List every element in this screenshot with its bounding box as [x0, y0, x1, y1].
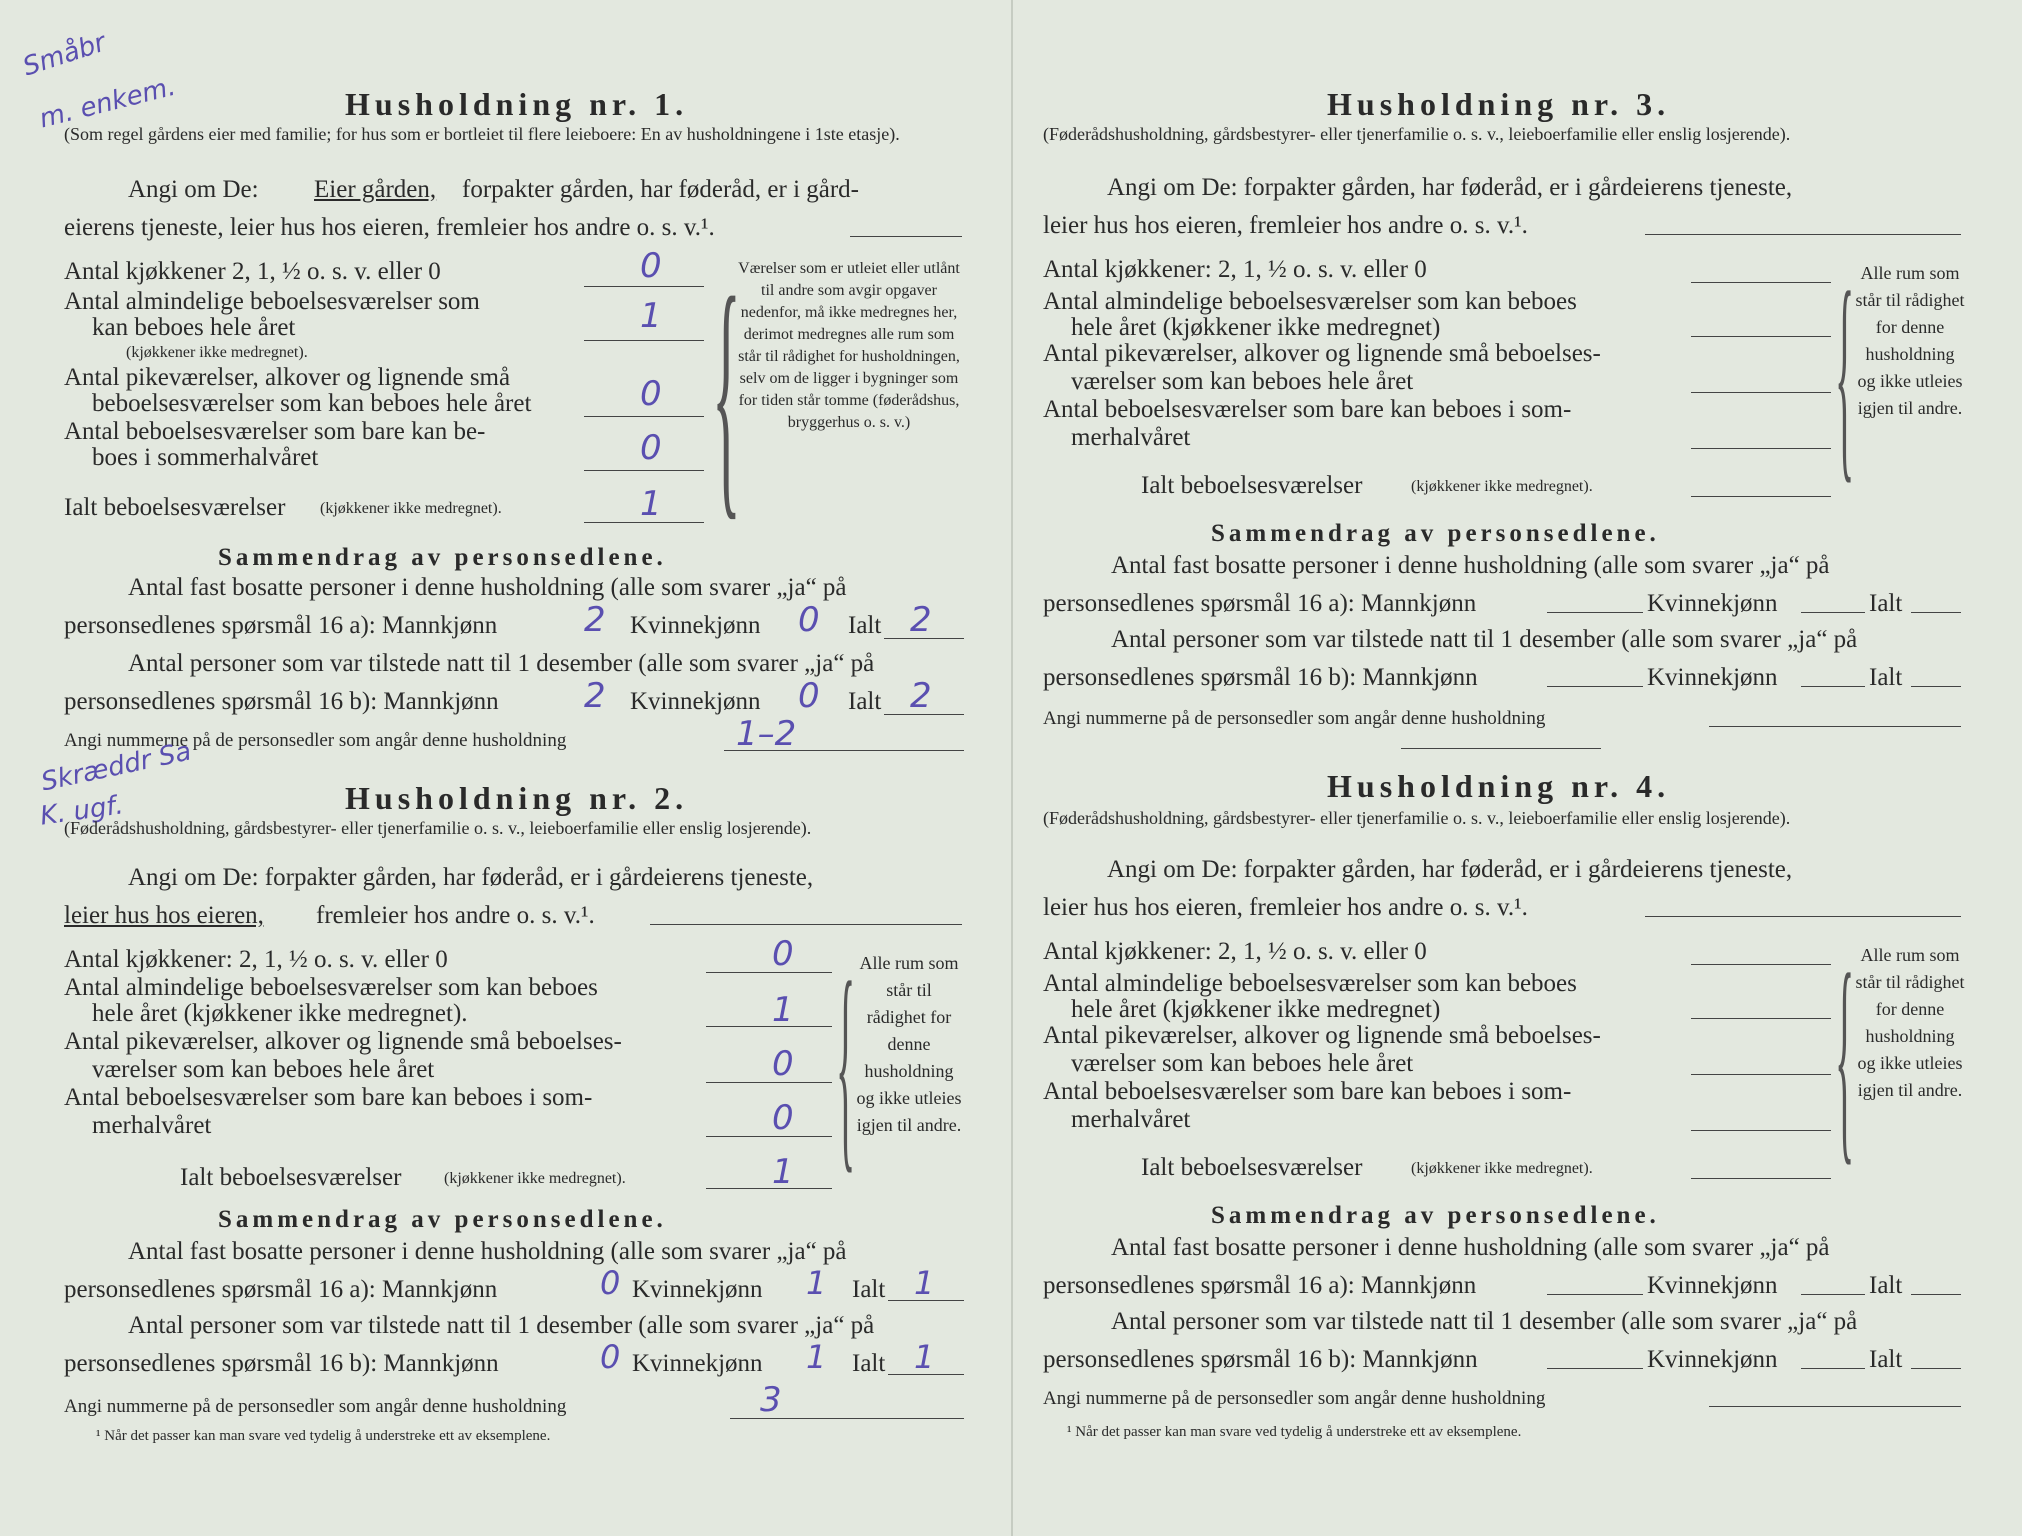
hh4-ialt-note: (kjøkkener ikke medregnet).: [1411, 1160, 1593, 1177]
hh2-nummer-value: 3: [760, 1380, 782, 1420]
hh4-kjokken-label: Antal kjøkkener: 2, 1, ½ o. s. v. eller 0: [1043, 938, 1427, 965]
answer-line: [706, 1026, 832, 1027]
hh2-16a-line2: personsedlenes spørsmål 16 a): Mannkjønn: [64, 1276, 498, 1303]
answer-line: [706, 972, 832, 973]
answer-line: [584, 522, 704, 523]
answer-line: [730, 1418, 964, 1419]
answer-line: [1691, 282, 1831, 283]
divider: [1401, 748, 1601, 749]
hh4-alm-label1: Antal almindelige beboelsesværelser som kan beboes: [1043, 970, 1577, 997]
label-kvinnekjonn: Kvinnekjønn: [632, 1276, 763, 1303]
hh4-angi-a: Angi om De: forpakter gården, har føderåd, er i gårdeierens tjeneste,: [1107, 856, 1793, 883]
answer-line: [888, 1374, 964, 1375]
hh3-angi-a: Angi om De: forpakter gården, har føderåd, er i gårdeierens tjeneste,: [1107, 174, 1793, 201]
label-kvinnekjonn: Kvinnekjønn: [630, 688, 761, 715]
answer-line: [884, 714, 964, 715]
label-ialt: Ialt: [1869, 1346, 1903, 1373]
hh2-16a-kvinne: 1: [806, 1264, 827, 1302]
hh1-note: (Som regel gårdens eier med familie; for hus som er bortleiet til flere leieboere: En av husholdningene i 1ste etasje).: [64, 124, 900, 144]
hh1-16a-line2: personsedlenes spørsmål 16 a): Mannkjønn: [64, 612, 498, 639]
brace-icon: {: [836, 932, 856, 1194]
hh2-angi-b: leier hus hos eieren,: [64, 902, 264, 929]
hh4-angi-b: leier hus hos eieren, fremleier hos andre o. s. v.¹.: [1043, 894, 1528, 921]
hh2-pike-value: 0: [772, 1044, 794, 1084]
label-ialt: Ialt: [848, 612, 882, 639]
answer-line: [1691, 1074, 1831, 1075]
hh3-pike-label1: Antal pikeværelser, alkover og lignende små beboelses-: [1043, 340, 1601, 367]
hh1-nummer-label: Angi nummerne på de personsedler som angår denne husholdning: [64, 730, 567, 751]
answer-line: [1709, 1406, 1961, 1407]
hh1-pike-label1: Antal pikeværelser, alkover og lignende små: [64, 364, 511, 391]
hh3-pike-label2: værelser som kan beboes hele året: [1071, 368, 1414, 395]
answer-line: [884, 638, 964, 639]
hh2-summary-title: Sammendrag av personsedlene.: [218, 1206, 667, 1233]
answer-line: [706, 1082, 832, 1083]
hh4-pike-label1: Antal pikeværelser, alkover og lignende små beboelses-: [1043, 1022, 1601, 1049]
answer-line: [724, 750, 964, 751]
hh1-pike-value: 0: [640, 374, 662, 414]
hh3-ialt-note: (kjøkkener ikke medregnet).: [1411, 478, 1593, 495]
answer-line: [1691, 1130, 1831, 1131]
hh1-summary-title: Sammendrag av personsedlene.: [218, 544, 667, 571]
answer-line: [1911, 1368, 1961, 1369]
hh1-16b-kvinne: 0: [798, 676, 820, 716]
hh4-16a-line2: personsedlenes spørsmål 16 a): Mannkjønn: [1043, 1272, 1477, 1299]
hh4-sommer-label2: merhalvåret: [1071, 1106, 1191, 1133]
answer-line: [1911, 612, 1961, 613]
hh3-angi-b: leier hus hos eieren, fremleier hos andre o. s. v.¹.: [1043, 212, 1528, 239]
hh2-angi-a: Angi om De: forpakter gården, har føderåd, er i gårdeierens tjeneste,: [128, 864, 814, 891]
hh2-side-note: Alle rum som står til rådighet for denne husholdning og ikke utleies igjen til andre.: [856, 953, 962, 1135]
brace-icon: {: [712, 244, 741, 542]
answer-line: [1645, 234, 1961, 235]
hh4-sommer-label1: Antal beboelsesværelser som bare kan beboes i som-: [1043, 1078, 1572, 1105]
brace-icon: {: [1835, 924, 1855, 1186]
hh1-ialt-note: (kjøkkener ikke medregnet).: [320, 500, 502, 517]
brace-icon: {: [1835, 242, 1855, 504]
hh2-16b-kvinne: 1: [806, 1338, 827, 1376]
hh1-angi-b: forpakter gården, har føderåd, er i gård-: [462, 176, 860, 203]
answer-line: [1547, 612, 1643, 613]
hh4-nummer-label: Angi nummerne på de personsedler som angår denne husholdning: [1043, 1388, 1546, 1409]
answer-line: [1547, 686, 1643, 687]
hh4-16b-line1: Antal personer som var tilstede natt til 1 desember (alle som svarer „ja“ på: [1111, 1308, 1858, 1335]
answer-line: [1709, 726, 1961, 727]
hh3-ialt-label: Ialt beboelsesværelser: [1141, 472, 1363, 499]
hh1-title: Husholdning nr. 1.: [345, 86, 689, 122]
hh1-nummer-value: 1–2: [736, 714, 797, 754]
hh2-16a-mann: 0: [600, 1264, 621, 1302]
hh2-kjokken-label: Antal kjøkkener: 2, 1, ½ o. s. v. eller 0: [64, 946, 448, 973]
hh2-16a-ialt: 1: [914, 1264, 935, 1302]
answer-line: [1691, 448, 1831, 449]
answer-line: [584, 470, 704, 471]
answer-line: [1911, 686, 1961, 687]
hh1-ialt-value: 1: [640, 484, 662, 524]
answer-line: [584, 286, 704, 287]
label-ialt: Ialt: [852, 1350, 886, 1377]
hh2-16a-line1: Antal fast bosatte personer i denne husholdning (alle som svarer „ja“ på: [128, 1238, 847, 1265]
hh1-16b-ialt: 2: [910, 676, 932, 716]
hh3-side-note: Alle rum som står til rådighet for denne husholdning og ikke utleies igjen til andre.: [1855, 263, 1965, 418]
hh2-sommer-label1: Antal beboelsesværelser som bare kan beboes i som-: [64, 1084, 593, 1111]
hh1-pike-label2: beboelsesværelser som kan beboes hele året: [92, 390, 532, 417]
answer-line: [1691, 392, 1831, 393]
hh1-alm-label1: Antal almindelige beboelsesværelser som: [64, 288, 480, 315]
hh2-kjokken-value: 0: [772, 934, 794, 974]
hh4-summary-title: Sammendrag av personsedlene.: [1211, 1202, 1660, 1229]
hh1-sommer-label2: boes i sommerhalvåret: [92, 444, 319, 471]
hh2-16b-line2: personsedlenes spørsmål 16 b): Mannkjønn: [64, 1350, 499, 1377]
hh2-note: (Føderådshusholdning, gårdsbestyrer- eller tjenerfamilie o. s. v., leieboerfamilie eller enslig losjerende).: [64, 818, 812, 838]
answer-line: [1691, 336, 1831, 337]
answer-line: [650, 924, 962, 925]
answer-line: [1691, 1018, 1831, 1019]
hh2-nummer-label: Angi nummerne på de personsedler som angår denne husholdning: [64, 1396, 567, 1417]
answer-line: [1691, 496, 1831, 497]
hh1-angi-owner: Eier gården,: [314, 176, 437, 203]
hh2-pike-label2: værelser som kan beboes hele året: [92, 1056, 435, 1083]
hh1-16a-mann: 2: [584, 600, 606, 640]
hh4-16b-line2: personsedlenes spørsmål 16 b): Mannkjønn: [1043, 1346, 1478, 1373]
answer-line: [1645, 916, 1961, 917]
label-kvinnekjonn: Kvinnekjønn: [630, 612, 761, 639]
hh3-note: (Føderådshusholdning, gårdsbestyrer- eller tjenerfamilie o. s. v., leieboerfamilie eller enslig losjerende).: [1043, 124, 1791, 144]
footnote: ¹ Når det passer kan man svare ved tydelig å understreke ett av eksemplene.: [1067, 1424, 1522, 1440]
hh3-sommer-label2: merhalvåret: [1071, 424, 1191, 451]
answer-line: [1801, 686, 1865, 687]
hh1-angi-c: eierens tjeneste, leier hus hos eieren, fremleier hos andre o. s. v.¹.: [64, 214, 715, 241]
hh2-pike-label1: Antal pikeværelser, alkover og lignende små beboelses-: [64, 1028, 622, 1055]
hh1-16a-line1: Antal fast bosatte personer i denne husholdning (alle som svarer „ja“ på: [128, 574, 847, 601]
hh1-16b-mann: 2: [584, 676, 606, 716]
hh4-title: Husholdning nr. 4.: [1327, 768, 1671, 804]
hh1-sommer-value: 0: [640, 428, 662, 468]
answer-line: [888, 1300, 964, 1301]
hh1-kjokken-value: 0: [640, 246, 662, 286]
label-ialt: Ialt: [848, 688, 882, 715]
hh1-16a-kvinne: 0: [798, 600, 820, 640]
hh3-title: Husholdning nr. 3.: [1327, 86, 1671, 122]
hh2-ialt-value: 1: [772, 1152, 794, 1192]
hh1-alm-label2: kan beboes hele året: [92, 314, 296, 341]
hh3-alm-label1: Antal almindelige beboelsesværelser som kan beboes: [1043, 288, 1577, 315]
handwritten-note: Skræddr Sa: [38, 736, 194, 798]
answer-line: [1547, 1294, 1643, 1295]
handwritten-note: K. ugf.: [38, 790, 126, 832]
answer-line: [706, 1188, 832, 1189]
answer-line: [1691, 1178, 1831, 1179]
hh3-16b-line1: Antal personer som var tilstede natt til 1 desember (alle som svarer „ja“ på: [1111, 626, 1858, 653]
hh2-16b-ialt: 1: [914, 1338, 935, 1376]
hh3-nummer-label: Angi nummerne på de personsedler som angår denne husholdning: [1043, 708, 1546, 729]
hh3-16b-line2: personsedlenes spørsmål 16 b): Mannkjønn: [1043, 664, 1478, 691]
hh1-16a-ialt: 2: [910, 600, 932, 640]
hh3-alm-label2: hele året (kjøkkener ikke medregnet): [1071, 314, 1441, 341]
hh3-summary-title: Sammendrag av personsedlene.: [1211, 520, 1660, 547]
label-ialt: Ialt: [1869, 1272, 1903, 1299]
answer-line: [1801, 612, 1865, 613]
label-kvinnekjonn: Kvinnekjønn: [1647, 1272, 1778, 1299]
hh2-16b-mann: 0: [600, 1338, 621, 1376]
hh1-16b-line1: Antal personer som var tilstede natt til 1 desember (alle som svarer „ja“ på: [128, 650, 875, 677]
hh1-side-note: Værelser som er utleiet eller utlånt til andre som avgir opgaver nedenfor, må ikke medregnes her, derimot medregnes alle rum som står til rådighet for husholdningen, selv om de ligger i bygninger som for tiden står tomme (føderådshus, bryggerhus o. s. v.): [738, 260, 960, 431]
hh4-side-note: Alle rum som står til rådighet for denne husholdning og ikke utleies igjen til andre.: [1855, 945, 1965, 1100]
label-kvinnekjonn: Kvinnekjønn: [632, 1350, 763, 1377]
hh2-ialt-label: Ialt beboelsesværelser: [180, 1164, 402, 1191]
label-ialt: Ialt: [1869, 590, 1903, 617]
handwritten-note: m. enkem.: [36, 71, 179, 135]
hh2-sommer-value: 0: [772, 1098, 794, 1138]
hh1-16b-line2: personsedlenes spørsmål 16 b): Mannkjønn: [64, 688, 499, 715]
hh2-angi-c: fremleier hos andre o. s. v.¹.: [316, 902, 595, 929]
hh4-alm-label2: hele året (kjøkkener ikke medregnet): [1071, 996, 1441, 1023]
answer-line: [1911, 1294, 1961, 1295]
footnote: ¹ Når det passer kan man svare ved tydelig å understreke ett av eksemplene.: [96, 1428, 551, 1444]
hh2-alm-label2: hele året (kjøkkener ikke medregnet).: [92, 1000, 468, 1027]
hh4-note: (Føderådshusholdning, gårdsbestyrer- eller tjenerfamilie o. s. v., leieboerfamilie eller enslig losjerende).: [1043, 808, 1791, 828]
handwritten-note: Småbr: [19, 27, 110, 83]
hh2-alm-label1: Antal almindelige beboelsesværelser som kan beboes: [64, 974, 598, 1001]
hh1-alm-value: 1: [640, 296, 662, 336]
answer-line: [1801, 1368, 1865, 1369]
hh3-16a-line1: Antal fast bosatte personer i denne husholdning (alle som svarer „ja“ på: [1111, 552, 1830, 579]
hh2-ialt-note: (kjøkkener ikke medregnet).: [444, 1170, 626, 1187]
label-ialt: Ialt: [852, 1276, 886, 1303]
hh4-16a-line1: Antal fast bosatte personer i denne husholdning (alle som svarer „ja“ på: [1111, 1234, 1830, 1261]
hh1-sommer-label1: Antal beboelsesværelser som bare kan be-: [64, 418, 486, 445]
hh2-alm-value: 1: [772, 990, 794, 1030]
hh3-sommer-label1: Antal beboelsesværelser som bare kan beboes i som-: [1043, 396, 1572, 423]
label-ialt: Ialt: [1869, 664, 1903, 691]
answer-line: [706, 1136, 832, 1137]
hh2-sommer-label2: merhalvåret: [92, 1112, 212, 1139]
hh2-16b-line1: Antal personer som var tilstede natt til 1 desember (alle som svarer „ja“ på: [128, 1312, 875, 1339]
hh2-title: Husholdning nr. 2.: [345, 780, 689, 816]
answer-line: [1801, 1294, 1865, 1295]
hh4-ialt-label: Ialt beboelsesværelser: [1141, 1154, 1363, 1181]
label-kvinnekjonn: Kvinnekjønn: [1647, 590, 1778, 617]
hh4-pike-label2: værelser som kan beboes hele året: [1071, 1050, 1414, 1077]
answer-line: [1691, 964, 1831, 965]
hh3-16a-line2: personsedlenes spørsmål 16 a): Mannkjønn: [1043, 590, 1477, 617]
hh1-kjokken-label: Antal kjøkkener 2, 1, ½ o. s. v. eller 0: [64, 258, 441, 285]
label-kvinnekjonn: Kvinnekjønn: [1647, 664, 1778, 691]
answer-line: [584, 416, 704, 417]
hh1-alm-label3: (kjøkkener ikke medregnet).: [126, 344, 308, 361]
hh1-ialt-label: Ialt beboelsesværelser: [64, 494, 286, 521]
answer-line: [1547, 1368, 1643, 1369]
label-kvinnekjonn: Kvinnekjønn: [1647, 1346, 1778, 1373]
hh1-angi-a: Angi om De:: [128, 176, 259, 203]
right-page: [1011, 0, 2022, 1536]
hh3-kjokken-label: Antal kjøkkener: 2, 1, ½ o. s. v. eller 0: [1043, 256, 1427, 283]
answer-line: [850, 236, 962, 237]
answer-line: [584, 340, 704, 341]
